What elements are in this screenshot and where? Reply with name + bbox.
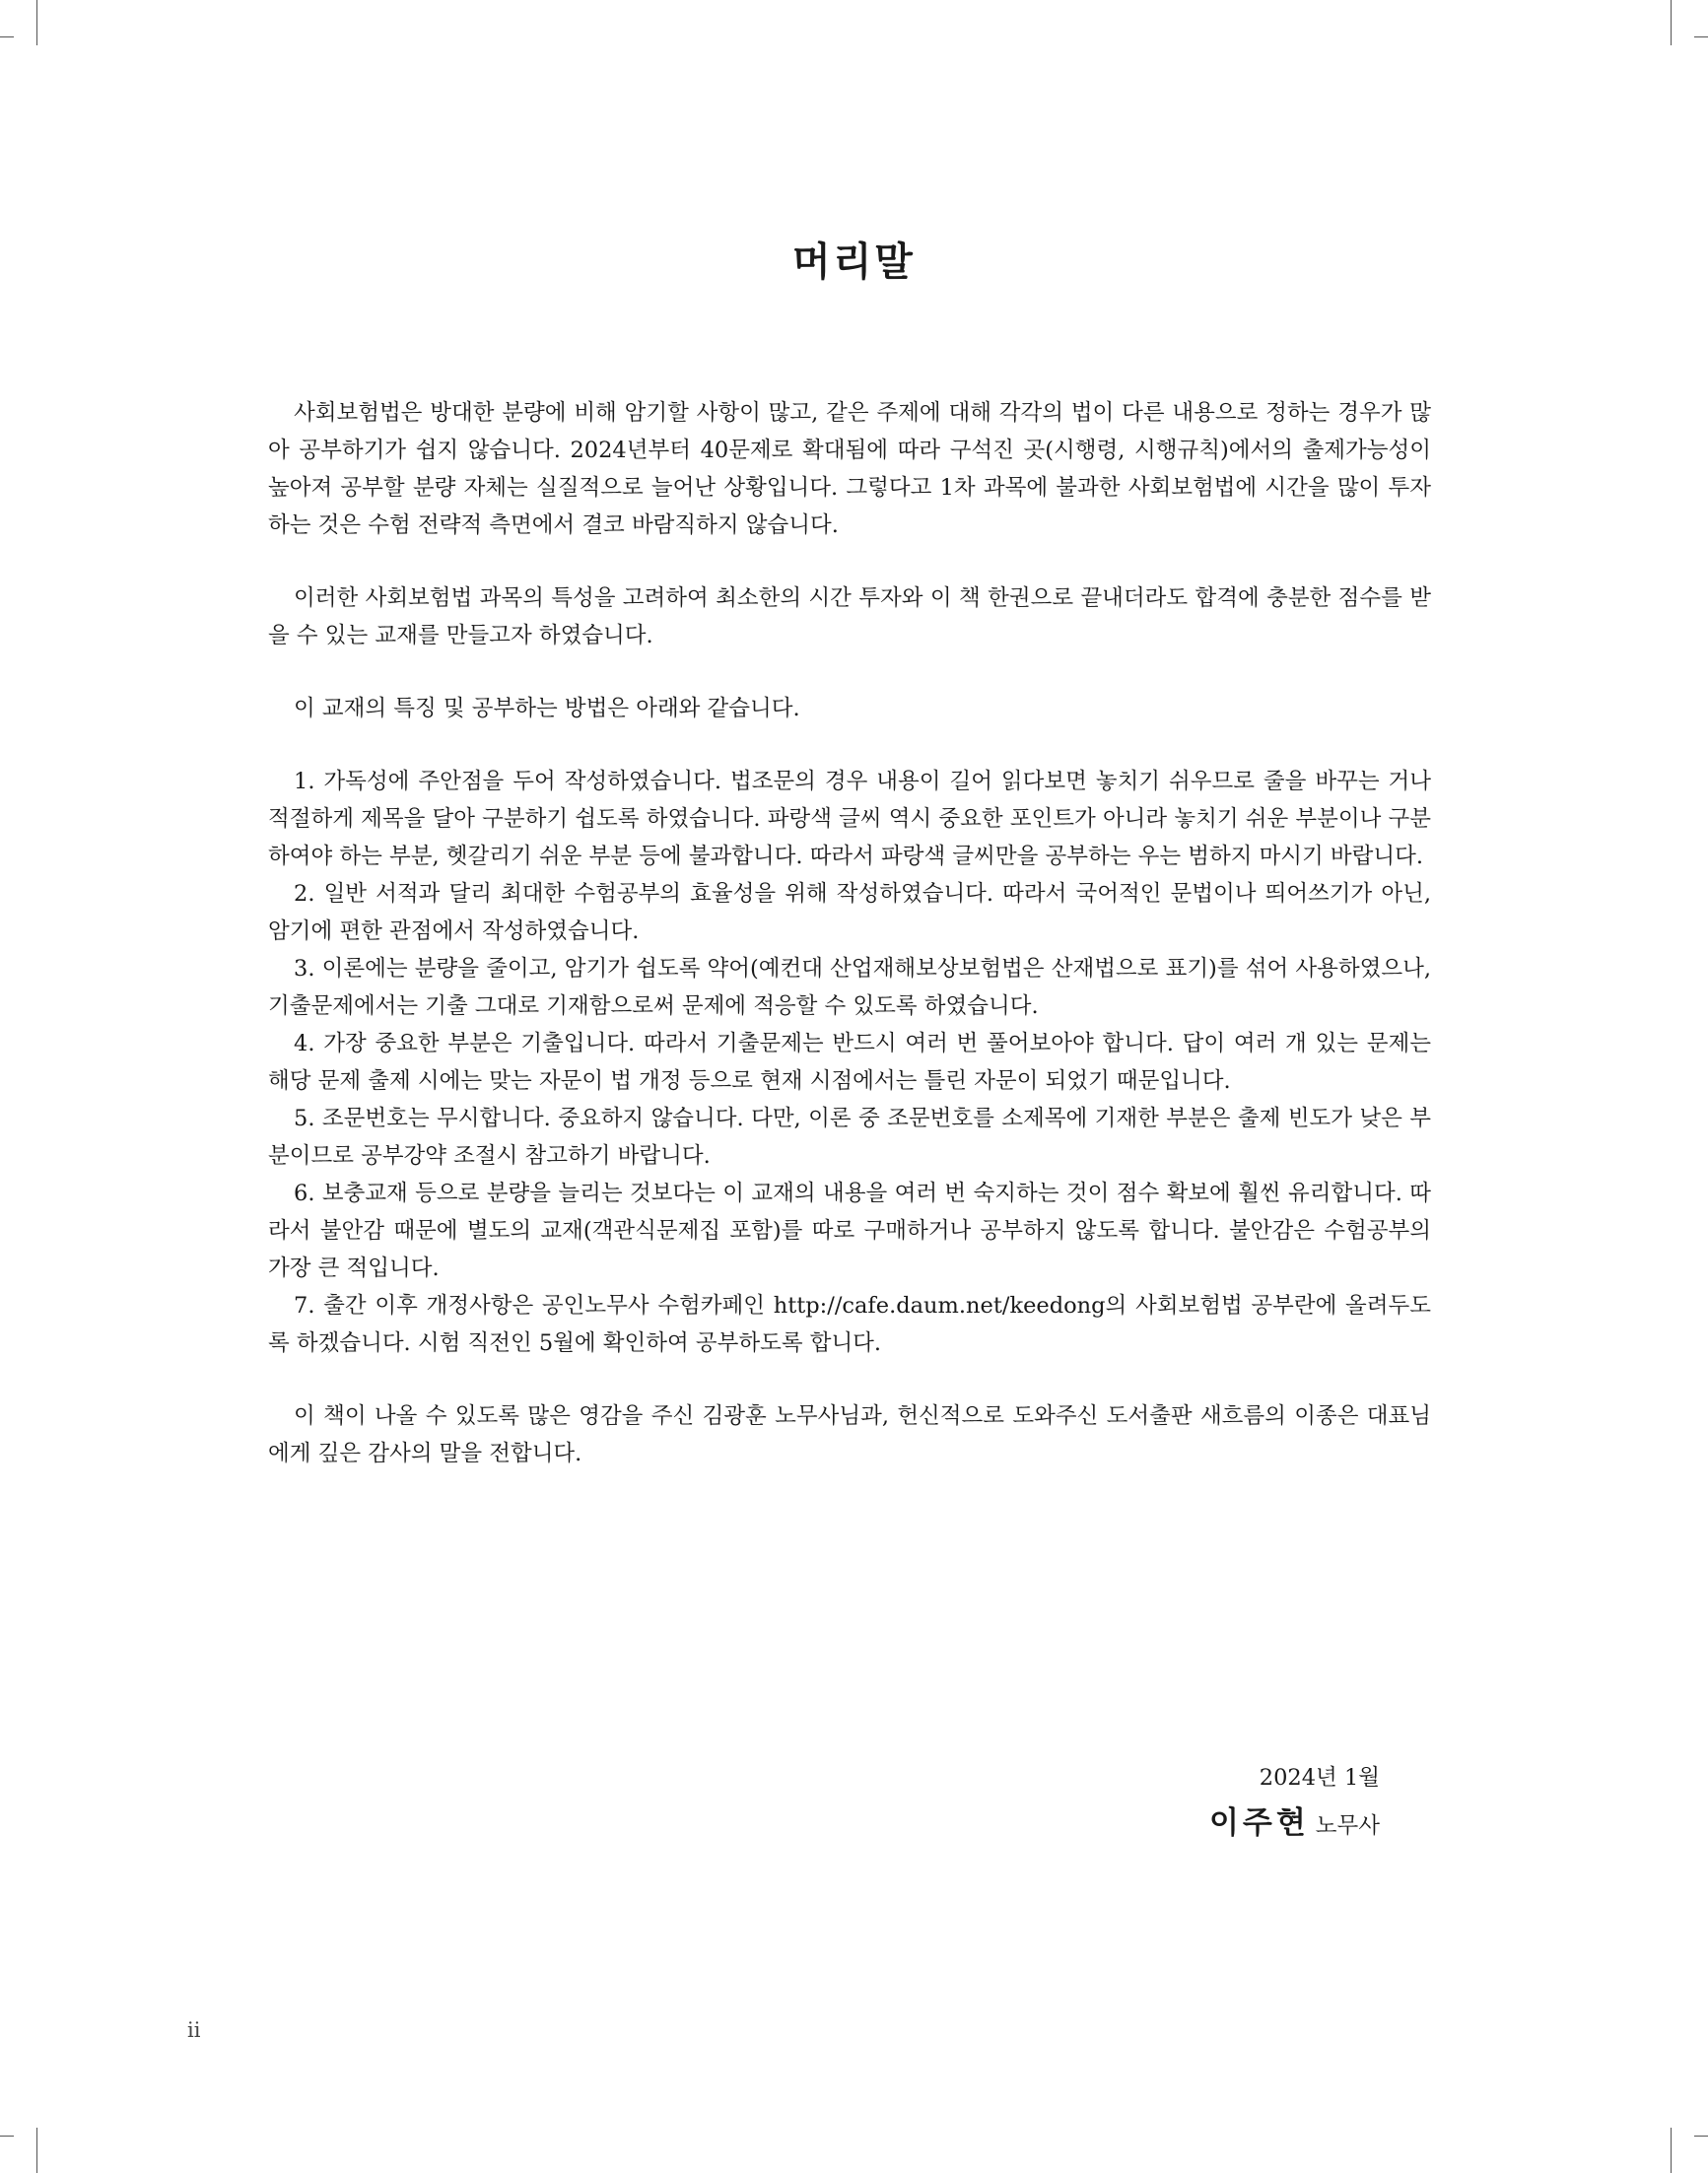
crop-mark-top-left-v (36, 0, 37, 45)
page-number: ii (187, 2018, 201, 2042)
feature-item-7: 7. 출간 이후 개정사항은 공인노무사 수험카페인 http://cafe.daum.net/keedong의 사회보험법 공부란에 올려두도록 하겠습니다. 시험 직전인 5월에 확인하여 공부하도록 합니다. (268, 1293, 1431, 1356)
features-intro-paragraph: 이 교재의 특징 및 공부하는 방법은 아래와 같습니다. (294, 696, 800, 721)
acknowledgement-paragraph: 이 책이 나올 수 있도록 많은 영감을 주신 김광훈 노무사님과, 헌신적으로 도와주신 도서출판 새흐름의 이종은 대표님에게 깊은 감사의 말을 전합니다. (268, 1403, 1431, 1466)
feature-item-4: 4. 가장 중요한 부분은 기출입니다. 따라서 기출문제는 반드시 여러 번 풀어보아야 합니다. 답이 여러 개 있는 문제는 해당 문제 출제 시에는 맞는 자문이 법 개정 등으로 현재 시점에서는 틀린 자문이 되었기 때문입니다. (268, 1031, 1431, 1094)
signature-name-row (1209, 1803, 1380, 1848)
features-list (268, 763, 1431, 1362)
author-role: 노무사 (1315, 1813, 1380, 1839)
feature-item-6: 6. 보충교재 등으로 분량을 늘리는 것보다는 이 교재의 내용을 여러 번 숙지하는 것이 점수 확보에 훨씬 유리합니다. 따라서 불안감 때문에 별도의 교재(객관식문제집 포함)를 따로 구매하거나 공부하지 않도록 합니다. 불안감은 수험공부의 가장 큰 적입니다. (268, 1181, 1431, 1281)
crop-mark-top-right-h (1694, 36, 1708, 37)
feature-item-2: 2. 일반 서적과 달리 최대한 수험공부의 효율성을 위해 작성하였습니다. 따라서 국어적인 문법이나 띄어쓰기가 아닌, 암기에 편한 관점에서 작성하였습니다. (268, 881, 1431, 944)
preface-body (268, 394, 1431, 1472)
feature-item-3: 3. 이론에는 분량을 줄이고, 암기가 쉽도록 약어(예컨대 산업재해보상보험법은 산재법으로 표기)를 섞어 사용하였으나, 기출문제에서는 기출 그대로 기재함으로써 문제에 적응할 수 있도록 하였습니다. (268, 956, 1431, 1019)
signature-date: 2024년 1월 (1259, 1765, 1380, 1791)
feature-item-5: 5. 조문번호는 무시합니다. 중요하지 않습니다. 다만, 이론 중 조문번호를 소제목에 기재한 부분은 출제 빈도가 낮은 부분이므로 공부강약 조절시 참고하기 바랍니다. (268, 1106, 1431, 1169)
crop-mark-bottom-right-v (1671, 2128, 1672, 2173)
signature-block (1209, 1760, 1380, 1848)
crop-mark-top-left-h (0, 36, 14, 37)
crop-mark-bottom-left-v (36, 2128, 37, 2173)
author-name: 이주현 (1208, 1805, 1310, 1841)
crop-mark-bottom-right-h (1694, 2136, 1708, 2137)
page-title: 머리말 (792, 238, 916, 285)
crop-mark-bottom-left-h (0, 2136, 14, 2137)
purpose-paragraph: 이러한 사회보험법 과목의 특성을 고려하여 최소한의 시간 투자와 이 책 한권으로 끝내더라도 합격에 충분한 점수를 받을 수 있는 교재를 만들고자 하였습니다. (268, 585, 1431, 648)
intro-paragraph: 사회보험법은 방대한 분량에 비해 암기할 사항이 많고, 같은 주제에 대해 각각의 법이 다른 내용으로 정하는 경우가 많아 공부하기가 쉽지 않습니다. 2024년부터 40문제로 확대됨에 따라 구석진 곳(시행령, 시행규칙)에서의 출제가능성이 높아져 공부할 분량 자체는 실질적으로 늘어난 상황입니다. 그렇다고 1차 과목에 불과한 사회보험법에 시간을 많이 투자하는 것은 수험 전략적 측면에서 결코 바람직하지 않습니다. (268, 400, 1431, 538)
feature-item-1: 1. 가독성에 주안점을 두어 작성하였습니다. 법조문의 경우 내용이 길어 읽다보면 놓치기 쉬우므로 줄을 바꾸는 거나 적절하게 제목을 달아 구분하기 쉽도록 하였습니다. 파랑색 글씨 역시 중요한 포인트가 아니라 놓치기 쉬운 부분이나 구분하여야 하는 부분, 헷갈리기 쉬운 부분 등에 불과합니다. 따라서 파랑색 글씨만을 공부하는 우는 범하지 마시기 바랍니다. (268, 769, 1431, 869)
crop-mark-top-right-v (1671, 0, 1672, 45)
